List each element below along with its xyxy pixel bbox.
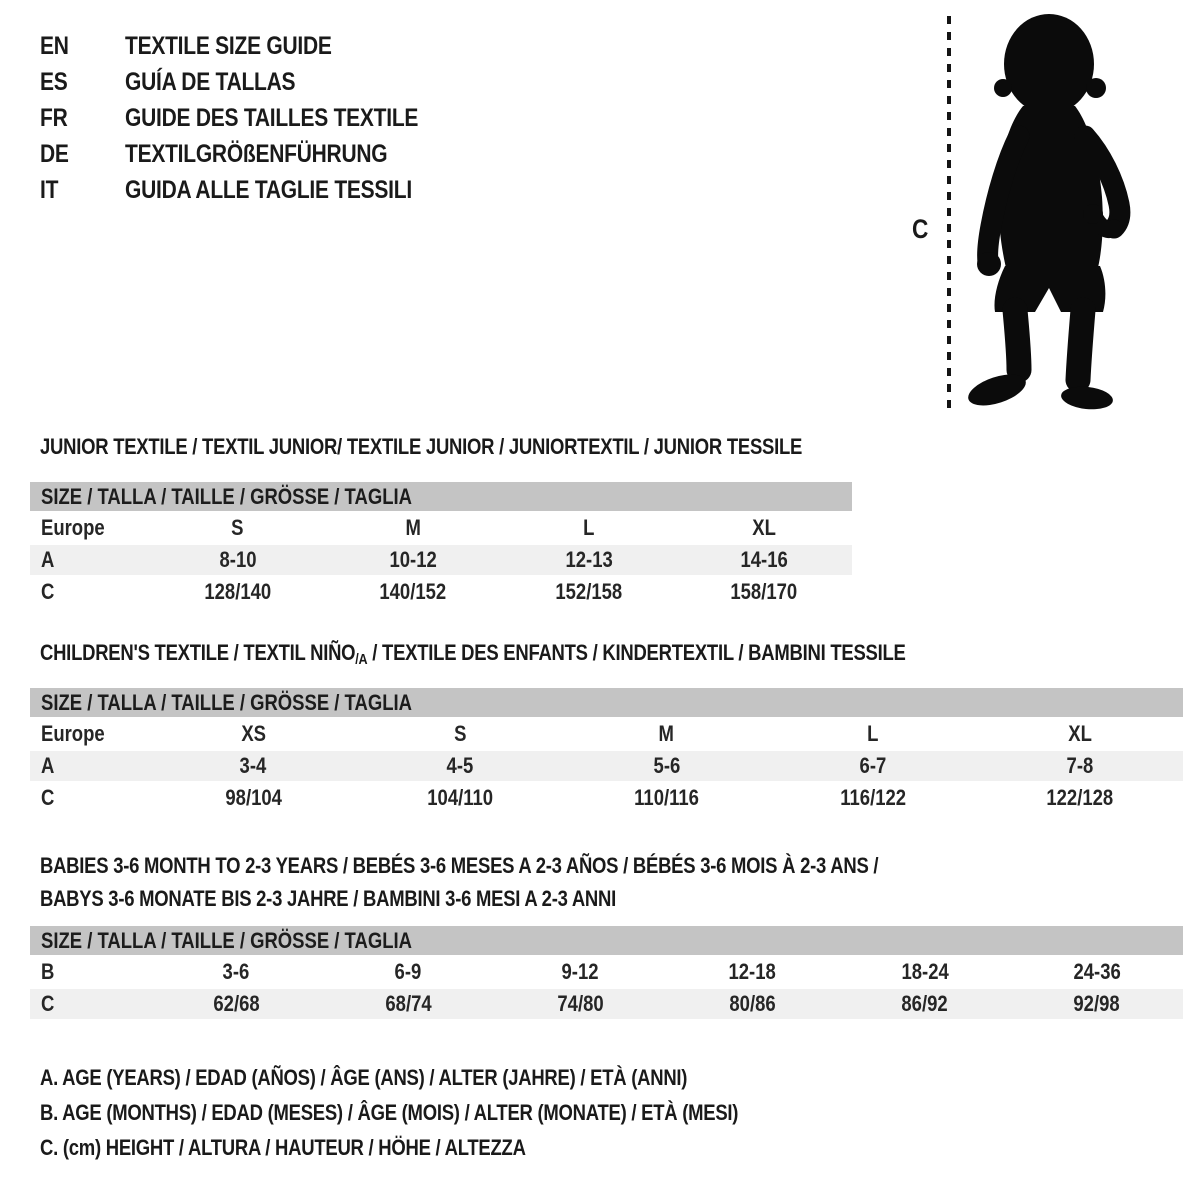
table-header-size: SIZE / TALLA / TAILLE / GRÖSSE / TAGLIA: [30, 688, 1183, 717]
table-cell: 8-10: [219, 547, 257, 572]
table-cell: 3-6: [222, 959, 250, 984]
junior-section-title: JUNIOR TEXTILE / TEXTIL JUNIOR/ TEXTILE JUNIOR / JUNIORTEXTIL / JUNIOR TESSILE: [40, 434, 803, 459]
language-row-en: [40, 28, 474, 64]
language-code: FR: [40, 104, 68, 132]
table-cell: 86/92: [901, 991, 948, 1016]
table-cell: S: [453, 721, 467, 746]
table-cell: 6-7: [859, 753, 887, 778]
table-row-height: [30, 783, 1183, 813]
table-cell: 12-18: [728, 959, 777, 984]
children-section-title: CHILDREN'S TEXTILE / TEXTIL NIÑO/A / TEXTILE DES ENFANTS / KINDERTEXTIL / BAMBINI TESSILE: [40, 640, 906, 668]
row-label: C: [41, 579, 55, 604]
table-cell: 158/170: [730, 579, 798, 604]
table-cell: 5-6: [653, 753, 680, 778]
babies-size-table: [30, 926, 1183, 1019]
table-cell: M: [658, 721, 675, 746]
language-code: ES: [40, 68, 68, 96]
language-row-de: [40, 136, 474, 172]
table-cell: 3-4: [239, 753, 267, 778]
table-row-europe: [30, 513, 852, 543]
babies-section-title: BABIES 3-6 MONTH TO 2-3 YEARS / BEBÉS 3-6 MESES A 2-3 AÑOS / BÉBÉS 3-6 MOIS À 2-3 ANS / BABYS 3-6 MONATE BIS 2-3 JAHRE / BAMBINI 3-6 MESI A 2-3 ANNI: [40, 853, 879, 911]
language-code: IT: [40, 176, 59, 204]
row-label: Europe: [41, 515, 105, 540]
language-code: DE: [40, 140, 69, 168]
table-header-size: SIZE / TALLA / TAILLE / GRÖSSE / TAGLIA: [30, 482, 852, 511]
table-row-europe: [30, 719, 1183, 749]
height-measure-label: C: [912, 214, 929, 244]
language-row-it: [40, 172, 474, 208]
table-cell: 14-16: [740, 547, 788, 572]
table-cell: 68/74: [385, 991, 432, 1016]
table-cell: 110/116: [634, 785, 699, 810]
table-cell: 116/122: [840, 785, 906, 810]
junior-size-table: [30, 482, 852, 607]
table-cell: 74/80: [557, 991, 604, 1016]
language-row-es: [40, 64, 474, 100]
table-cell: 62/68: [212, 991, 260, 1016]
table-cell: 7-8: [1066, 753, 1094, 778]
table-row-height: [30, 989, 1183, 1019]
table-header-size: SIZE / TALLA / TAILLE / GRÖSSE / TAGLIA: [30, 926, 1183, 955]
guide-title-es: GUÍA DE TALLAS: [124, 68, 295, 96]
legend-height: C. (cm) HEIGHT / ALTURA / HAUTEUR / HÖHE / ALTEZZA: [40, 1135, 526, 1160]
table-cell: 24-36: [1073, 959, 1121, 984]
table-row-height: [30, 577, 852, 607]
table-cell: 98/104: [225, 785, 282, 810]
table-cell: 12-13: [565, 547, 613, 572]
table-cell: 152/158: [555, 579, 623, 604]
nino-a-subscript: /A: [355, 651, 368, 668]
row-label: C: [41, 785, 55, 810]
table-cell: 140/152: [379, 579, 447, 604]
table-cell: XS: [240, 721, 266, 746]
language-title-list: [40, 28, 474, 208]
height-dashed-line: [947, 16, 951, 414]
toddler-silhouette-icon: [963, 12, 1135, 418]
row-label: C: [41, 991, 55, 1016]
guide-title-de: TEXTILGRÖßENFÜHRUNG: [124, 140, 388, 168]
table-cell: S: [231, 515, 244, 540]
guide-title-en: TEXTILE SIZE GUIDE: [124, 32, 332, 60]
table-cell: 4-5: [446, 753, 474, 778]
table-cell: 128/140: [204, 579, 272, 604]
table-cell: 122/128: [1046, 785, 1114, 810]
row-label: B: [41, 959, 55, 984]
table-cell: 6-9: [394, 959, 422, 984]
row-label: A: [41, 547, 55, 572]
legend-age-years: A. AGE (YEARS) / EDAD (AÑOS) / ÂGE (ANS) / ALTER (JAHRE) / ETÀ (ANNI): [40, 1065, 688, 1090]
row-label: Europe: [41, 721, 105, 746]
table-cell: XL: [752, 515, 777, 540]
table-cell: L: [583, 515, 595, 540]
table-cell: 9-12: [561, 959, 599, 984]
language-row-fr: [40, 100, 474, 136]
guide-title-fr: GUIDE DES TAILLES TEXTILE: [124, 104, 418, 132]
table-cell: XL: [1067, 721, 1092, 746]
table-cell: 10-12: [389, 547, 437, 572]
table-cell: L: [867, 721, 879, 746]
table-row-age-months: [30, 957, 1183, 987]
table-cell: 104/110: [426, 785, 493, 810]
row-label: A: [41, 753, 55, 778]
legend-age-months: B. AGE (MONTHS) / EDAD (MESES) / ÂGE (MOIS) / ALTER (MONATE) / ETÀ (MESI): [40, 1100, 739, 1125]
table-cell: 18-24: [901, 959, 949, 984]
table-cell: 80/86: [729, 991, 776, 1016]
children-size-table: [30, 688, 1183, 813]
table-row-age-years: [30, 751, 1183, 781]
measure-legend: [40, 1060, 871, 1165]
language-code: EN: [40, 32, 69, 60]
table-cell: 92/98: [1073, 991, 1121, 1016]
guide-title-it: GUIDA ALLE TAGLIE TESSILI: [124, 176, 412, 204]
table-row-age-years: [30, 545, 852, 575]
table-cell: M: [405, 515, 421, 540]
